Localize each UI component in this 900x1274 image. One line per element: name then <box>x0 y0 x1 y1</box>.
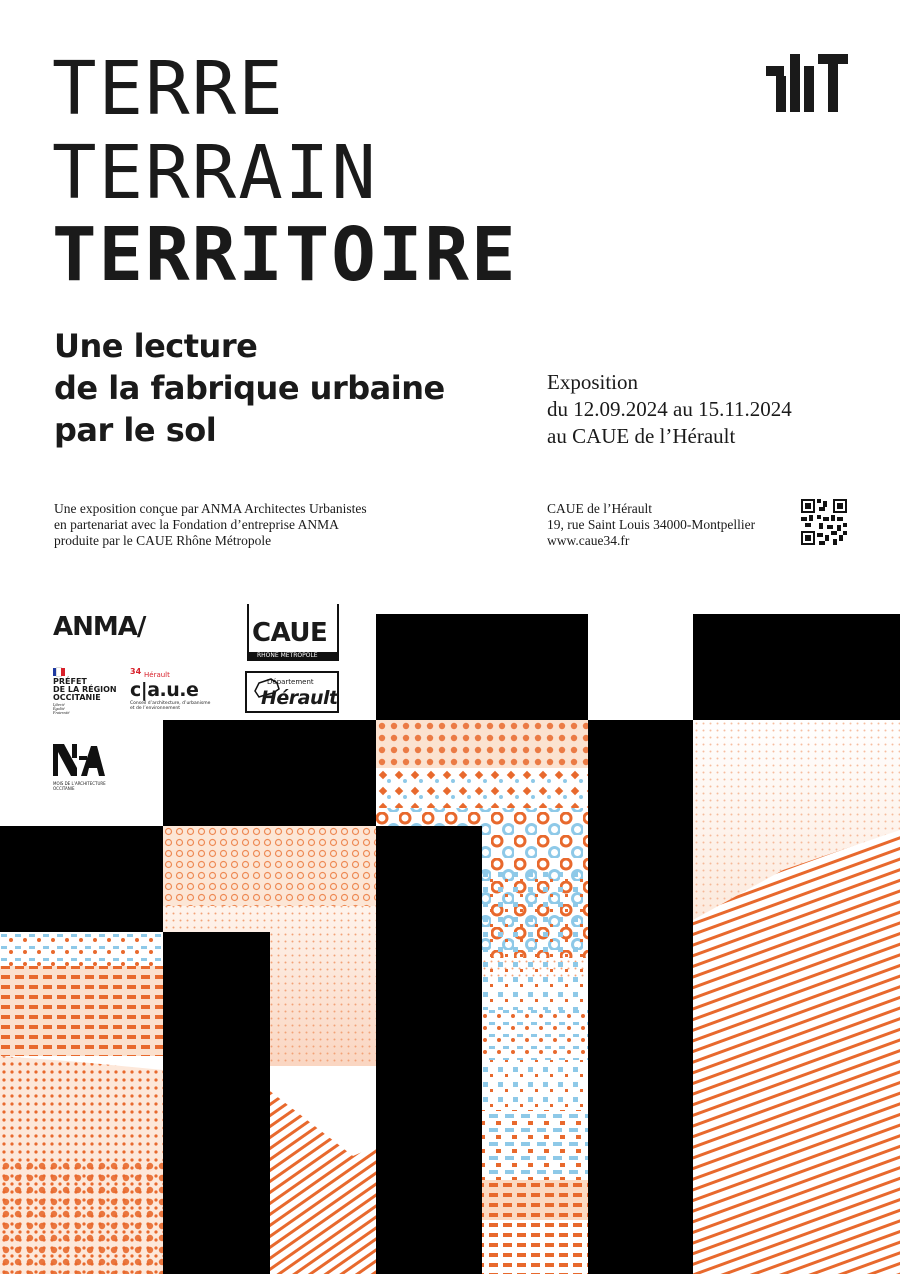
terrain-texture-col1 <box>0 932 163 1274</box>
credits-line-3: produite par le CAUE Rhône Métropole <box>54 533 272 548</box>
black-block <box>163 720 376 826</box>
black-block <box>693 614 900 720</box>
caue-rhone-text: CAUE <box>252 618 328 648</box>
black-block <box>163 932 270 1274</box>
black-block <box>0 826 163 932</box>
title-line-3: TERRITOIRE <box>52 212 518 298</box>
credits-line-2: en partenariat avec la Fondation d’entreprise ANMA <box>54 517 339 532</box>
black-block <box>376 826 482 1274</box>
black-block <box>376 614 588 720</box>
terrain-texture-col6 <box>693 720 900 1274</box>
subtitle-line-3: par le sol <box>54 411 217 449</box>
subtitle-line-2: de la fabrique urbaine <box>54 369 445 407</box>
title-line-1: TERRE <box>52 46 285 132</box>
subtitle-line-1: Une lecture <box>54 327 258 365</box>
credits-line-1: Une exposition conçue par ANMA Architectes Urbanistes <box>54 501 367 516</box>
qr-code-icon[interactable] <box>801 499 847 545</box>
mois-architecture-icon <box>53 742 105 778</box>
address-street: 19, rue Saint Louis 34000-Montpellier <box>547 517 756 532</box>
title-line-2: TERRAIN <box>52 130 378 216</box>
exhibition-dates: du 12.09.2024 au 15.11.2024 <box>547 397 792 421</box>
black-block <box>588 720 693 1274</box>
caue34-logo: 34 Hérault c|a.u.e Conseil d’architecture, d’urbanisme et de l’environnement <box>130 667 211 711</box>
exhibition-logo-icon <box>766 54 848 114</box>
caue-rhone-subtext: RHÔNE MÉTROPOLE <box>257 652 318 659</box>
address-name: CAUE de l’Hérault <box>547 501 652 516</box>
prefet-logo: PRÉFET DE LA RÉGION OCCITANIE Liberté Égalité Fraternité <box>53 668 123 716</box>
mois-architecture-logo: MOIS DE L’ARCHITECTURE OCCITANIE <box>53 742 113 792</box>
anma-logo: ANMA/ <box>53 612 146 642</box>
exhibition-label: Exposition <box>547 370 639 394</box>
exhibition-venue: au CAUE de l’Hérault <box>547 424 736 448</box>
caue-rhone-logo <box>247 604 339 660</box>
address-website[interactable]: www.caue34.fr <box>547 533 630 548</box>
herault-logo: Département Hérault <box>245 671 339 713</box>
